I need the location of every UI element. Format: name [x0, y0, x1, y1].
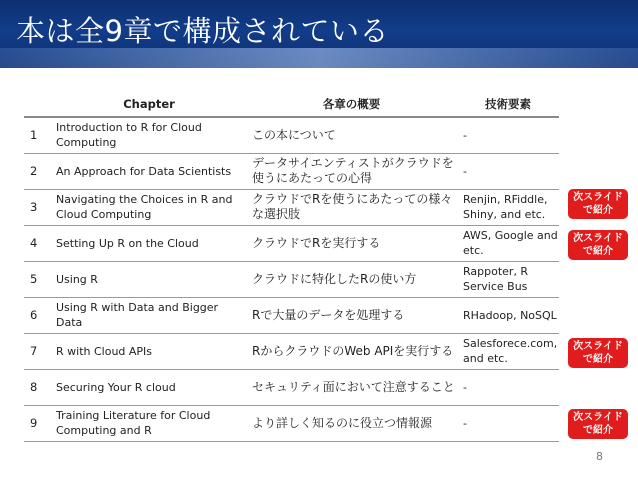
- row-tech: -: [457, 117, 559, 153]
- col-header-summary: 各章の概要: [246, 92, 457, 117]
- table-row: [24, 261, 559, 297]
- table-row: [24, 153, 559, 189]
- row-chapter: Using R: [52, 261, 246, 297]
- row-tech: Renjin, RFiddle, Shiny, and etc.: [457, 189, 559, 225]
- table-row: [24, 189, 559, 225]
- row-chapter: Securing Your R cloud: [52, 369, 246, 405]
- table-row: [24, 117, 559, 153]
- row-summary: Rで大量のデータを処理する: [246, 297, 457, 333]
- row-summary: この本について: [246, 117, 457, 153]
- row-tech: -: [457, 369, 559, 405]
- row-summary: クラウドでRを実行する: [246, 225, 457, 261]
- row-chapter: Using R with Data and Bigger Data: [52, 297, 246, 333]
- next-slide-badge: [568, 230, 628, 260]
- page-number: 8: [596, 450, 603, 463]
- next-slide-badge: [568, 338, 628, 368]
- row-summary: より詳しく知るのに役立つ情報源: [246, 405, 457, 441]
- row-number: 5: [24, 261, 52, 297]
- row-number: 3: [24, 189, 52, 225]
- table-row: [24, 225, 559, 261]
- row-summary: クラウドでRを使うにあたっての様々な選択肢: [246, 189, 457, 225]
- badge-line1: 次スライド: [573, 233, 623, 244]
- row-tech: -: [457, 405, 559, 441]
- badge-line2: で紹介: [583, 425, 613, 436]
- row-tech: AWS, Google and etc.: [457, 225, 559, 261]
- table-row: [24, 297, 559, 333]
- row-tech: -: [457, 153, 559, 189]
- col-header-tech: 技術要素: [457, 92, 559, 117]
- badge-line2: で紹介: [583, 354, 613, 365]
- badge-line2: で紹介: [583, 246, 613, 257]
- table-row: [24, 369, 559, 405]
- row-summary: セキュリティ面において注意すること: [246, 369, 457, 405]
- header-glow: [0, 48, 638, 68]
- row-chapter: Setting Up R on the Cloud: [52, 225, 246, 261]
- badge-line1: 次スライド: [573, 341, 623, 352]
- row-summary: クラウドに特化したRの使い方: [246, 261, 457, 297]
- row-tech: Salesforece.com, and etc.: [457, 333, 559, 369]
- row-number: 6: [24, 297, 52, 333]
- badge-line1: 次スライド: [573, 412, 623, 423]
- row-number: 1: [24, 117, 52, 153]
- row-chapter: Navigating the Choices in R and Cloud Computing: [52, 189, 246, 225]
- row-number: 2: [24, 153, 52, 189]
- row-number: 4: [24, 225, 52, 261]
- col-header-chapter: Chapter: [52, 92, 246, 117]
- row-summary: データサイエンティストがクラウドを使うにあたっての心得: [246, 153, 457, 189]
- row-number: 9: [24, 405, 52, 441]
- row-chapter: An Approach for Data Scientists: [52, 153, 246, 189]
- row-chapter: R with Cloud APIs: [52, 333, 246, 369]
- row-number: 8: [24, 369, 52, 405]
- slide-header: [0, 0, 638, 68]
- next-slide-badge: [568, 189, 628, 219]
- row-tech: Rappoter, R Service Bus: [457, 261, 559, 297]
- row-summary: RからクラウドのWeb APIを実行する: [246, 333, 457, 369]
- col-header-num: [24, 92, 52, 117]
- table-row: [24, 405, 559, 441]
- badge-line2: で紹介: [583, 205, 613, 216]
- chapter-table: [24, 92, 559, 442]
- slide-title: 本は全9章で構成されている: [16, 14, 389, 48]
- row-number: 7: [24, 333, 52, 369]
- next-slide-badge: [568, 409, 628, 439]
- table-header-row: [24, 92, 559, 117]
- badge-line1: 次スライド: [573, 192, 623, 203]
- row-chapter: Introduction to R for Cloud Computing: [52, 117, 246, 153]
- row-chapter: Training Literature for Cloud Computing and R: [52, 405, 246, 441]
- table-row: [24, 333, 559, 369]
- row-tech: RHadoop, NoSQL: [457, 297, 559, 333]
